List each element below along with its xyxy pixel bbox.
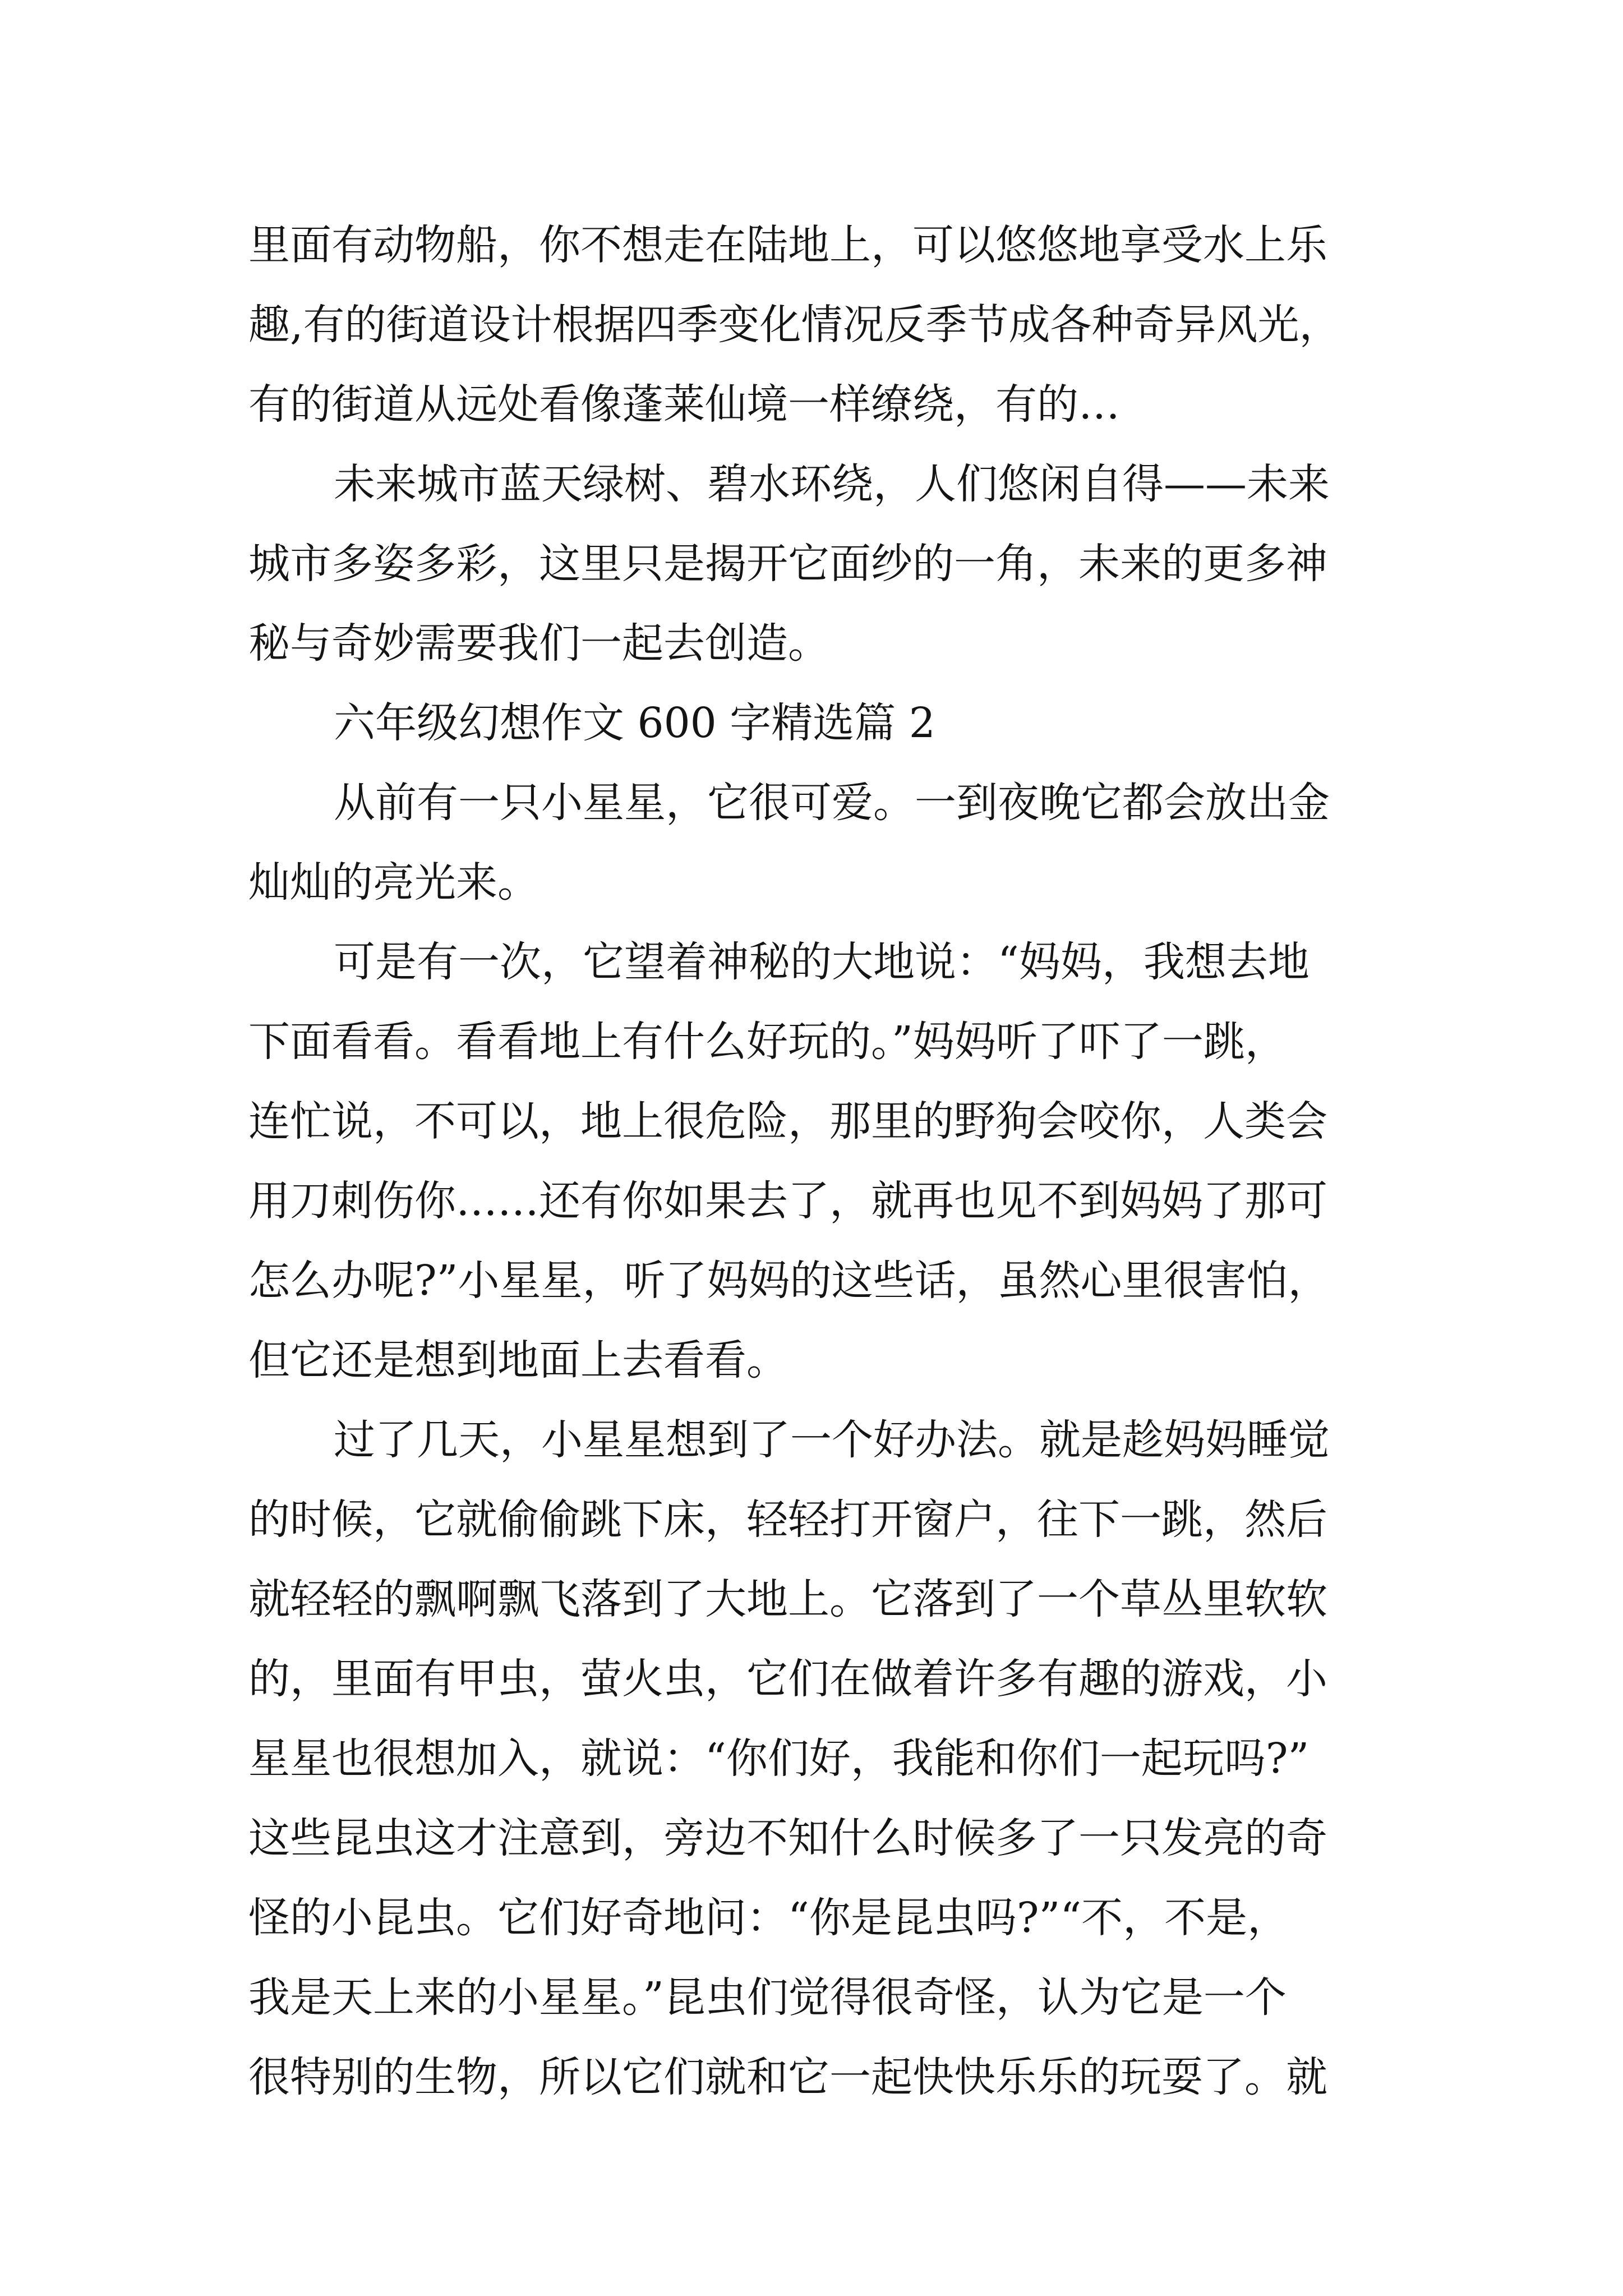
text-line: 过了几天，小星星想到了一个好办法。就是趁妈妈睡觉: [334, 1416, 1330, 1464]
text-line: 秘与奇妙需要我们一起去创造。: [248, 619, 829, 668]
section-heading: 六年级幻想作文 600 字精选篇 2: [334, 699, 935, 747]
text-line: 这些昆虫这才注意到，旁边不知什么时候多了一只发亮的奇: [248, 1814, 1327, 1862]
text-line: 我是天上来的小星星。”昆虫们觉得很奇怪，认为它是一个: [248, 1973, 1287, 2022]
text-line: 但它还是想到地面上去看看。: [248, 1336, 788, 1384]
text-line: 连忙说，不可以，地上很危险，那里的野狗会咬你，人类会: [248, 1097, 1327, 1145]
text-line: 未来城市蓝天绿树、碧水环绕，人们悠闲自得——未来: [334, 460, 1330, 508]
text-line: 怪的小昆虫。它们好奇地问：“你是昆虫吗?”“不，不是，: [248, 1894, 1289, 1942]
text-line: 就轻轻的飘啊飘飞落到了大地上。它落到了一个草丛里软软: [248, 1575, 1327, 1623]
text-line: 用刀刺伤你……还有你如果去了，就再也见不到妈妈了那可: [248, 1177, 1327, 1225]
text-line: 怎么办呢?”小星星，听了妈妈的这些话，虽然心里很害怕，: [248, 1257, 1330, 1305]
text-line: 下面看看。看看地上有什么好玩的。”妈妈听了吓了一跳，: [248, 1018, 1287, 1066]
text-line: 从前有一只小星星，它很可爱。一到夜晚它都会放出金: [334, 779, 1330, 827]
text-line: 可是有一次，它望着神秘的大地说：“妈妈，我想去地: [334, 938, 1310, 986]
text-line: 有的街道从远处看像蓬莱仙境一样缭绕，有的…: [248, 380, 1120, 429]
text-line: 灿灿的亮光来。: [248, 858, 539, 907]
text-line: 里面有动物船，你不想走在陆地上，可以悠悠地享受水上乐: [248, 221, 1327, 269]
text-line: 的时候，它就偷偷跳下床，轻轻打开窗户，往下一跳，然后: [248, 1496, 1327, 1544]
text-line: 的，里面有甲虫，萤火虫，它们在做着许多有趣的游戏，小: [248, 1655, 1327, 1703]
text-line: 星星也很想加入，就说：“你们好，我能和你们一起玩吗?”: [248, 1734, 1310, 1783]
text-line: 很特别的生物，所以它们就和它一起快快乐乐的玩耍了。就: [248, 2053, 1327, 2101]
text-line: 趣,有的街道设计根据四季变化情况反季节成各种奇异风光，: [248, 301, 1341, 349]
text-line: 城市多姿多彩，这里只是揭开它面纱的一角，未来的更多神: [248, 540, 1327, 588]
